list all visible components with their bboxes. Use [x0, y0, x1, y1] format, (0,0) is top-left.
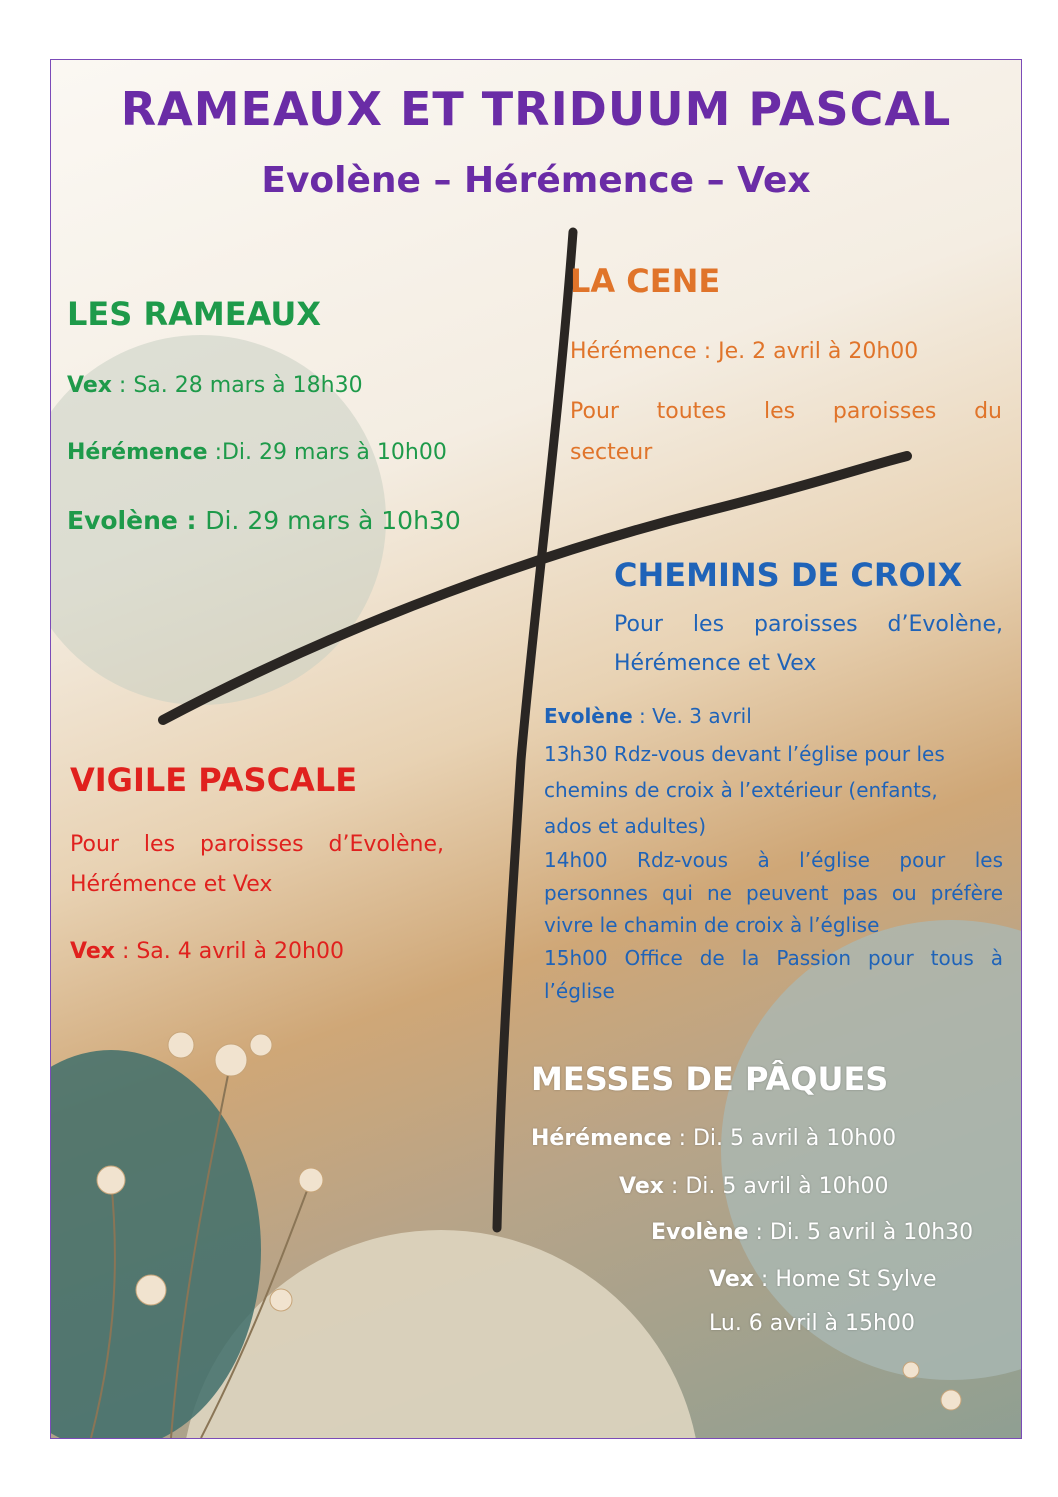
vigile-intro: Pour les paroisses d’Evolène, [70, 832, 444, 857]
chemins-line: chemins de croix à l’extérieur (enfants, [544, 778, 938, 802]
rameaux-heading: LES RAMEAUX [67, 295, 321, 333]
paques-place: Vex [709, 1267, 754, 1292]
chemins-line: ados et adultes) [544, 814, 707, 838]
cene-note: Pour toutes les paroisses du [570, 399, 1002, 424]
poster [50, 59, 1022, 1439]
paques-time: : Di. 5 avril à 10h00 [671, 1126, 897, 1151]
chemins-line: personnes qui ne peuvent pas ou préfère [544, 881, 1003, 905]
chemins-day: : Ve. 3 avril [632, 704, 752, 728]
chemins-line: l’église [544, 979, 615, 1003]
paques-item-vex [619, 1174, 889, 1199]
rameaux-item-heremence [67, 440, 447, 465]
paques-item-evolene [651, 1220, 973, 1245]
rameaux-time: Di. 29 mars à 10h30 [205, 506, 461, 535]
rameaux-item-vex [67, 373, 363, 398]
rameaux-sep: : [177, 506, 206, 535]
rameaux-place: Evolène [67, 506, 178, 535]
chemins-line: 15h00 Office de la Passion pour tous à [544, 946, 1003, 970]
rameaux-time: Sa. 28 mars à 18h30 [133, 373, 363, 398]
cene-note-end: secteur [570, 440, 653, 465]
rameaux-item-evolene [67, 506, 461, 535]
rameaux-sep: : [207, 440, 222, 465]
paques-time: : Home St Sylve [753, 1267, 937, 1292]
rameaux-place: Vex [67, 373, 112, 398]
paques-item-heremence [531, 1126, 896, 1151]
paques-heading: MESSES DE PÂQUES [531, 1060, 889, 1098]
vigile-place: Vex [70, 939, 115, 964]
cene-line: Hérémence : Je. 2 avril à 20h00 [570, 339, 919, 364]
cene-heading: LA CENE [570, 262, 721, 300]
paques-extra: Lu. 6 avril à 15h00 [709, 1311, 915, 1336]
poster-subtitle: Evolène – Hérémence – Vex [261, 160, 811, 201]
vigile-time: : Sa. 4 avril à 20h00 [121, 939, 344, 964]
chemins-intro: Pour les paroisses d’Evolène, [614, 612, 1003, 637]
rameaux-place: Hérémence [67, 440, 208, 465]
rameaux-time: Di. 29 mars à 10h00 [221, 440, 447, 465]
paques-item-home [709, 1267, 937, 1292]
vigile-heading: VIGILE PASCALE [70, 761, 358, 799]
vigile-intro-end: Hérémence et Vex [70, 872, 273, 897]
chemins-date [544, 704, 752, 728]
poster-title: RAMEAUX ET TRIDUUM PASCAL [120, 82, 952, 136]
chemins-intro-end: Hérémence et Vex [614, 651, 817, 676]
rameaux-sep: : [111, 373, 134, 398]
paques-place: Vex [619, 1174, 664, 1199]
chemins-line: 13h30 Rdz-vous devant l’église pour les [544, 742, 945, 766]
paques-time: : Di. 5 avril à 10h30 [748, 1220, 974, 1245]
chemins-heading: CHEMINS DE CROIX [614, 556, 963, 594]
paques-time: : Di. 5 avril à 10h00 [663, 1174, 889, 1199]
vigile-item [70, 939, 344, 964]
paques-place: Hérémence [531, 1126, 672, 1151]
chemins-line: 14h00 Rdz-vous à l’église pour les [544, 848, 1003, 872]
chemins-place: Evolène [544, 704, 633, 728]
paques-place: Evolène [651, 1220, 749, 1245]
chemins-line: vivre le chamin de croix à l’église [544, 913, 880, 937]
